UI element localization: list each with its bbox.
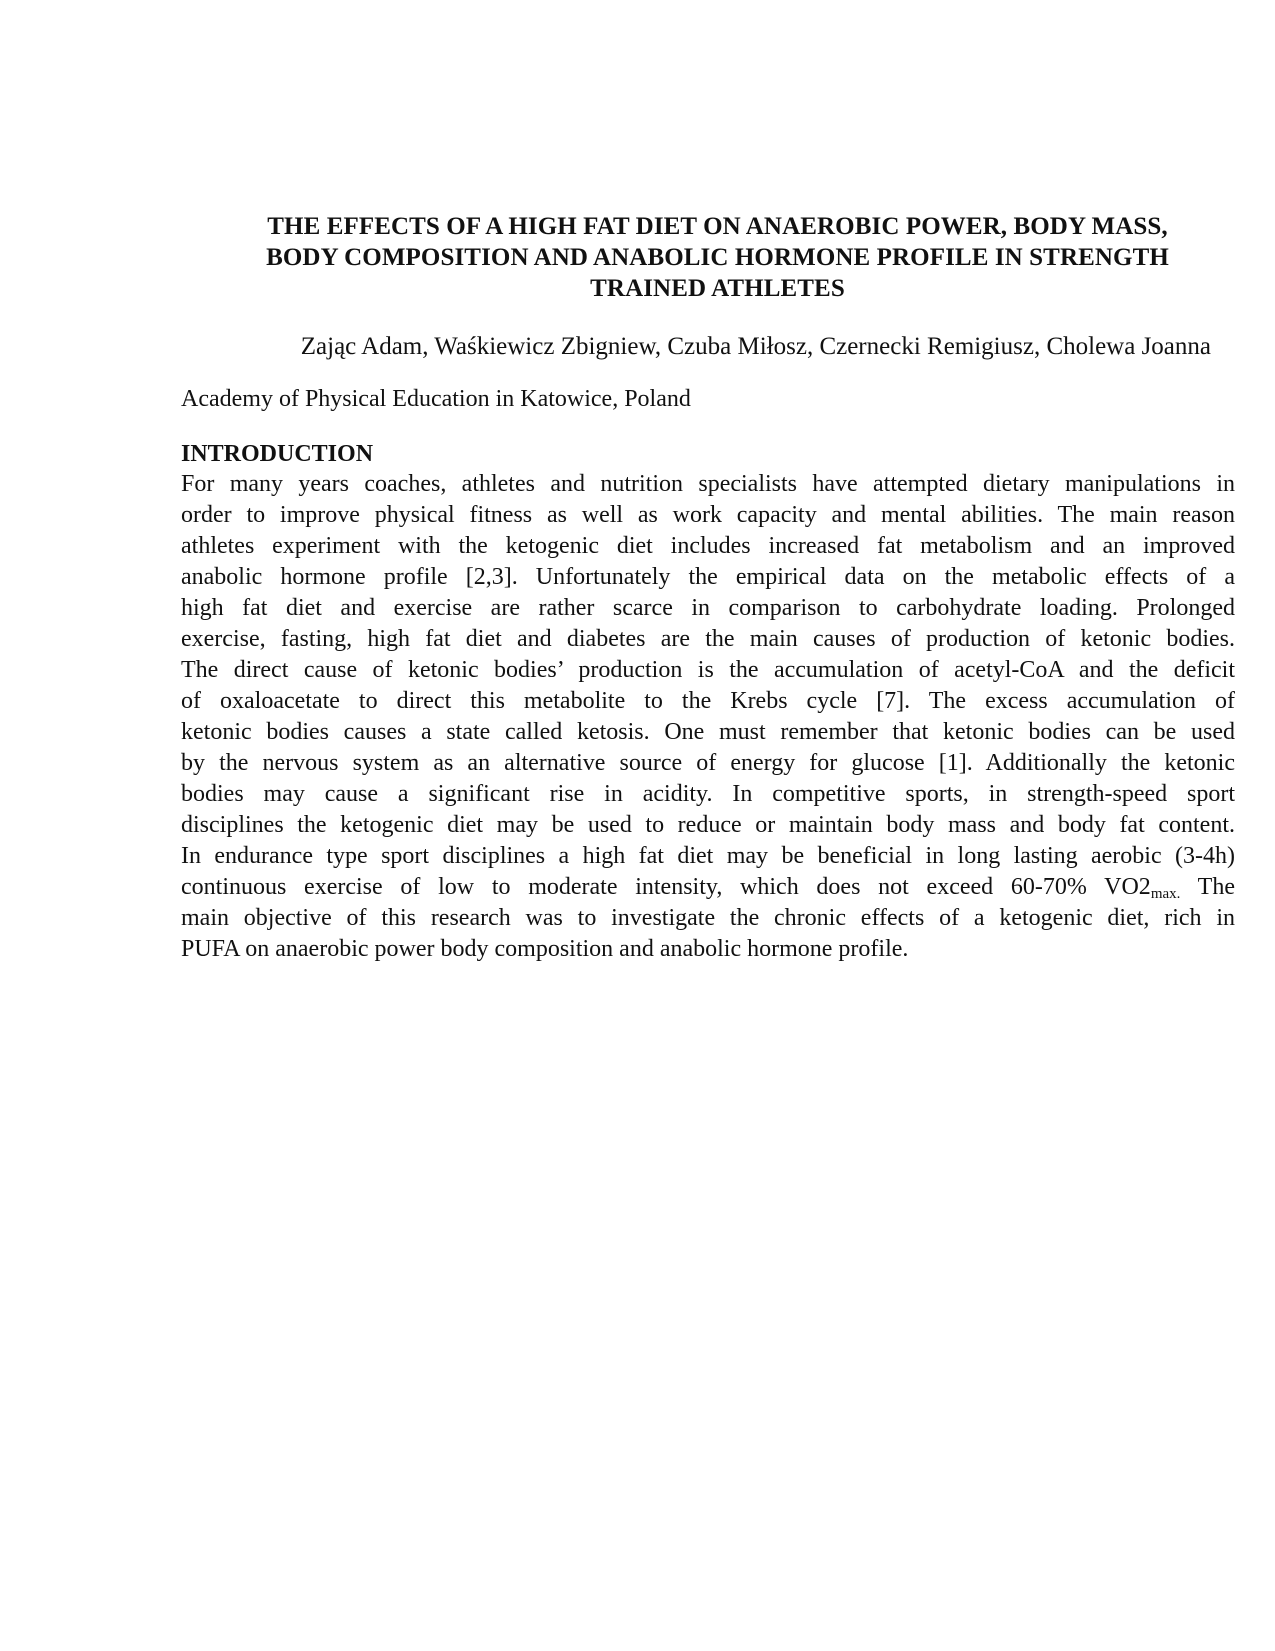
paragraph-line: order to improve physical fitness as well as work capacity and mental abilities. The main reason xyxy=(181,502,1235,528)
affiliation: Academy of Physical Education in Katowice, Poland xyxy=(181,386,691,412)
author-list: Zając Adam, Waśkiewicz Zbigniew, Czuba Miłosz, Czernecki Remigiusz, Cholewa Joanna xyxy=(300,333,1211,360)
paragraph-line: For many years coaches, athletes and nutrition specialists have attempted dietary manipulations in xyxy=(181,471,1235,497)
paragraph-line: bodies may cause a significant rise in acidity. In competitive sports, in strength-speed sport xyxy=(181,781,1235,807)
paragraph-line: disciplines the ketogenic diet may be used to reduce or maintain body mass and body fat content. xyxy=(181,812,1235,838)
title-line: BODY COMPOSITION AND ANABOLIC HORMONE PROFILE IN STRENGTH xyxy=(266,244,1169,271)
introduction-paragraph xyxy=(181,469,1235,965)
vo2-max-subscript: max. xyxy=(1150,886,1181,902)
paragraph-line: main objective of this research was to investigate the chronic effects of a ketogenic diet, rich in xyxy=(181,905,1235,931)
paragraph-line: ketonic bodies causes a state called ketosis. One must remember that ketonic bodies can be used xyxy=(181,719,1235,745)
paragraph-line-vo2max xyxy=(181,872,1235,903)
paragraph-line: of oxaloacetate to direct this metabolite to the Krebs cycle [7]. The excess accumulation of xyxy=(181,688,1235,714)
paragraph-line: In endurance type sport disciplines a high fat diet may be beneficial in long lasting aerobic (3-4h) xyxy=(181,843,1235,869)
paragraph-line-last: PUFA on anaerobic power body composition and anabolic hormone profile. xyxy=(181,936,909,962)
paper-title xyxy=(225,211,1210,304)
paragraph-line: athletes experiment with the ketogenic diet includes increased fat metabolism and an improved xyxy=(181,533,1235,559)
title-line: THE EFFECTS OF A HIGH FAT DIET ON ANAEROBIC POWER, BODY MASS, xyxy=(267,213,1168,240)
paragraph-line: exercise, fasting, high fat diet and diabetes are the main causes of production of ketonic bodies. xyxy=(181,626,1235,652)
section-heading-introduction: INTRODUCTION xyxy=(181,441,374,467)
paragraph-line: high fat diet and exercise are rather scarce in comparison to carbohydrate loading. Prolonged xyxy=(181,595,1235,621)
paragraph-line: The direct cause of ketonic bodies’ production is the accumulation of acetyl-CoA and the deficit xyxy=(181,657,1235,683)
vo2-trailing-text: The xyxy=(1180,874,1235,900)
paragraph-line: by the nervous system as an alternative source of energy for glucose [1]. Additionally the ketonic xyxy=(181,750,1235,776)
title-line: TRAINED ATHLETES xyxy=(590,275,845,302)
paragraph-line: anabolic hormone profile [2,3]. Unfortunately the empirical data on the metabolic effects of a xyxy=(181,564,1235,590)
vo2-text: continuous exercise of low to moderate intensity, which does not exceed 60-70% VO2 xyxy=(181,874,1151,900)
